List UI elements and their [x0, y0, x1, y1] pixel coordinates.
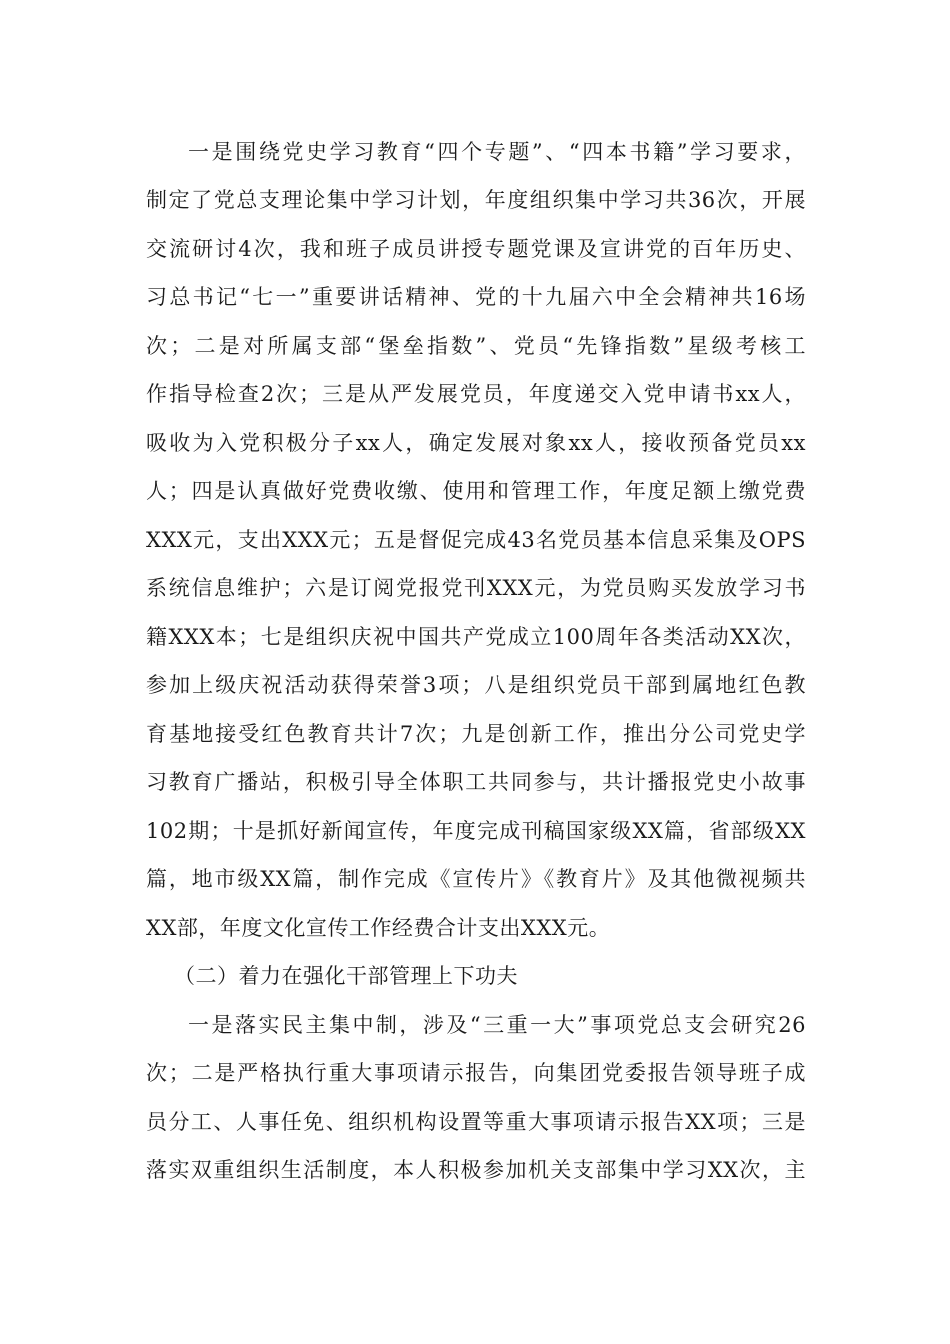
- paragraph-line: 作指导检查2次；三是从严发展党员，年度递交入党申请书xx人，: [146, 382, 806, 406]
- paragraph-line: XXX元，支出XXX元；五是督促完成43名党员基本信息采集及OPS: [146, 528, 806, 552]
- paragraph-line: 籍XXX本；七是组织庆祝中国共产党成立100周年各类活动XX次，: [146, 625, 806, 649]
- paragraph-line: 102期；十是抓好新闻宣传，年度完成刊稿国家级XX篇，省部级XX: [146, 819, 806, 843]
- paragraph-line: 吸收为入党积极分子xx人，确定发展对象xx人，接收预备党员xx: [146, 431, 806, 455]
- paragraph-line: 一是围绕党史学习教育“四个专题”、“四本书籍”学习要求，: [188, 140, 806, 164]
- paragraph-line: 人；四是认真做好党费收缴、使用和管理工作，年度足额上缴党费: [146, 479, 806, 503]
- paragraph-line: 交流研讨4次，我和班子成员讲授专题党课及宣讲党的百年历史、: [146, 237, 806, 261]
- paragraph-line: 一是落实民主集中制，涉及“三重一大”事项党总支会研究26: [188, 1013, 806, 1037]
- paragraph-line: 育基地接受红色教育共计7次；九是创新工作，推出分公司党史学: [146, 722, 806, 746]
- paragraph-line: 习总书记“七一”重要讲话精神、党的十九届六中全会精神共16场: [146, 285, 806, 309]
- section-heading: （二）着力在强化干部管理上下功夫: [174, 964, 518, 988]
- paragraph-line: 习教育广播站，积极引导全体职工共同参与，共计播报党史小故事: [146, 770, 806, 794]
- paragraph-line: 次；二是严格执行重大事项请示报告，向集团党委报告领导班子成: [146, 1061, 806, 1085]
- paragraph-line: 落实双重组织生活制度，本人积极参加机关支部集中学习XX次，主: [146, 1158, 806, 1182]
- paragraph-line: XX部，年度文化宣传工作经费合计支出XXX元。: [146, 916, 611, 940]
- paragraph-line: 次；二是对所属支部“堡垒指数”、党员“先锋指数”星级考核工: [146, 334, 806, 358]
- paragraph-line: 系统信息维护；六是订阅党报党刊XXX元，为党员购买发放学习书: [146, 576, 806, 600]
- paragraph-line: 篇，地市级XX篇，制作完成《宣传片》《教育片》及其他微视频共: [146, 867, 806, 891]
- paragraph-line: 制定了党总支理论集中学习计划，年度组织集中学习共36次，开展: [146, 188, 806, 212]
- paragraph-line: 参加上级庆祝活动获得荣誉3项；八是组织党员干部到属地红色教: [146, 673, 806, 697]
- paragraph-line: 员分工、人事任免、组织机构设置等重大事项请示报告XX项；三是: [146, 1110, 806, 1134]
